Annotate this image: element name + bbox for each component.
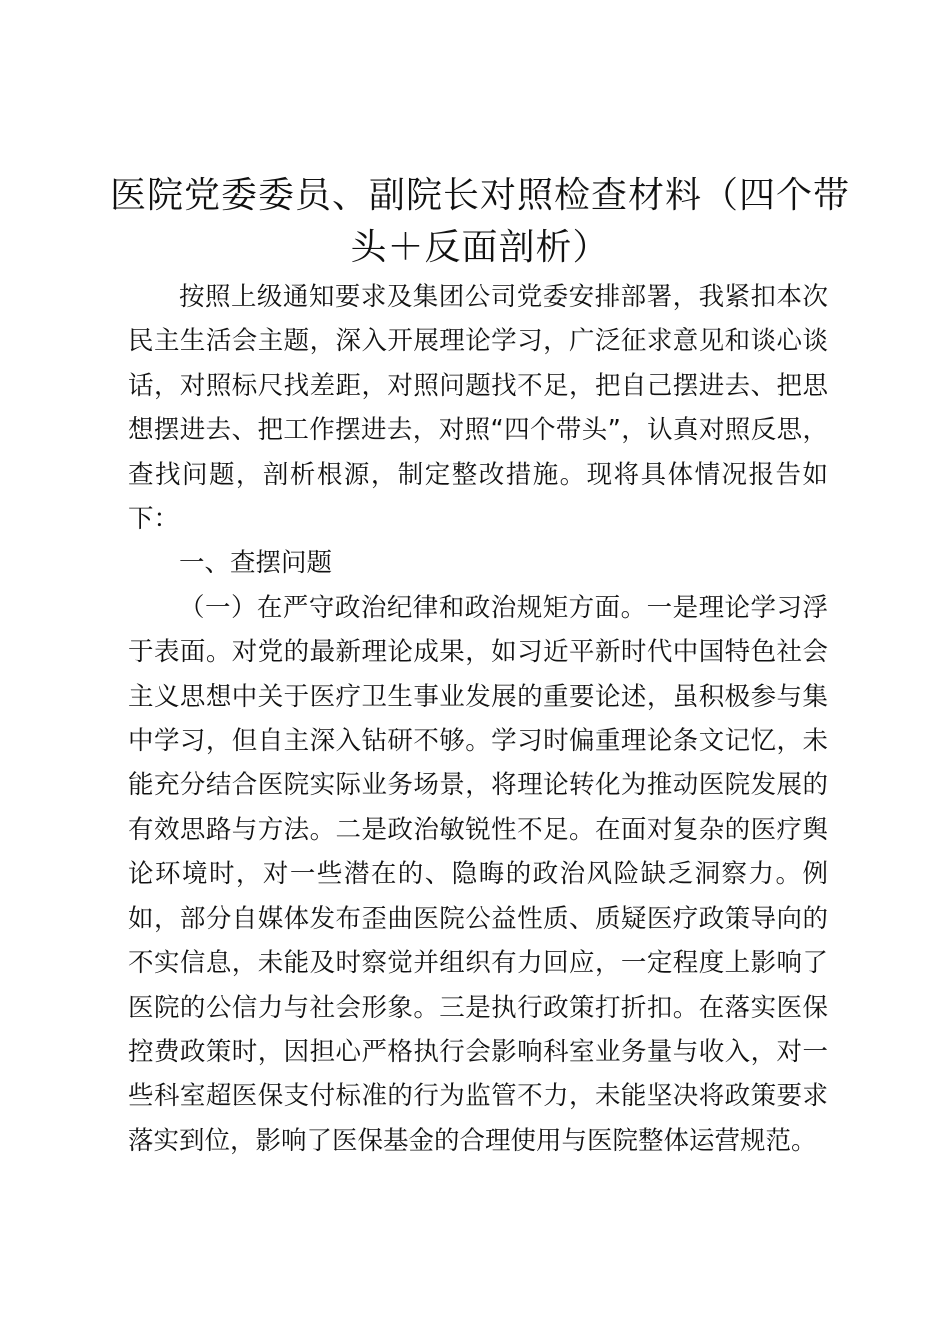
document-title: 医院党委委员、副院长对照检查材料（四个带头＋反面剖析）	[109, 175, 850, 268]
document-body	[128, 275, 828, 1163]
section-paragraph: （一）在严守政治纪律和政治规矩方面。一是理论学习浮于表面。对党的最新理论成果，如习近平新时代中国特色社会主义思想中关于医疗卫生事业发展的重要论述，虽积极参与集中学习，但自主深入钻研不够。学习时偏重理论条文记忆，未能充分结合医院实际业务场景，将理论转化为推动医院发展的有效思路与方法。二是政治敏锐性不足。在面对复杂的医疗舆论环境时，对一些潜在的、隐晦的政治风险缺乏洞察力。例如，部分自媒体发布歪曲医院公益性质、质疑医疗政策导向的不实信息，未能及时察觉并组织有力回应，一定程度上影响了医院的公信力与社会形象。三是执行政策打折扣。在落实医保控费政策时，因担心严格执行会影响科室业务量与收入，对一些科室超医保支付标准的行为监管不力，未能坚决将政策要求落实到位，影响了医保基金的合理使用与医院整体运营规范。	[128, 592, 828, 1156]
intro-paragraph: 按照上级通知要求及集团公司党委安排部署，我紧扣本次民主生活会主题，深入开展理论学习，广泛征求意见和谈心谈话，对照标尺找差距，对照问题找不足，把自己摆进去、把思想摆进去、把工作摆进去，对照“四个带头”，认真对照反思，查找问题，剖析根源，制定整改措施。现将具体情况报告如下：	[128, 282, 828, 535]
section-heading: 一、查摆问题	[179, 548, 333, 579]
